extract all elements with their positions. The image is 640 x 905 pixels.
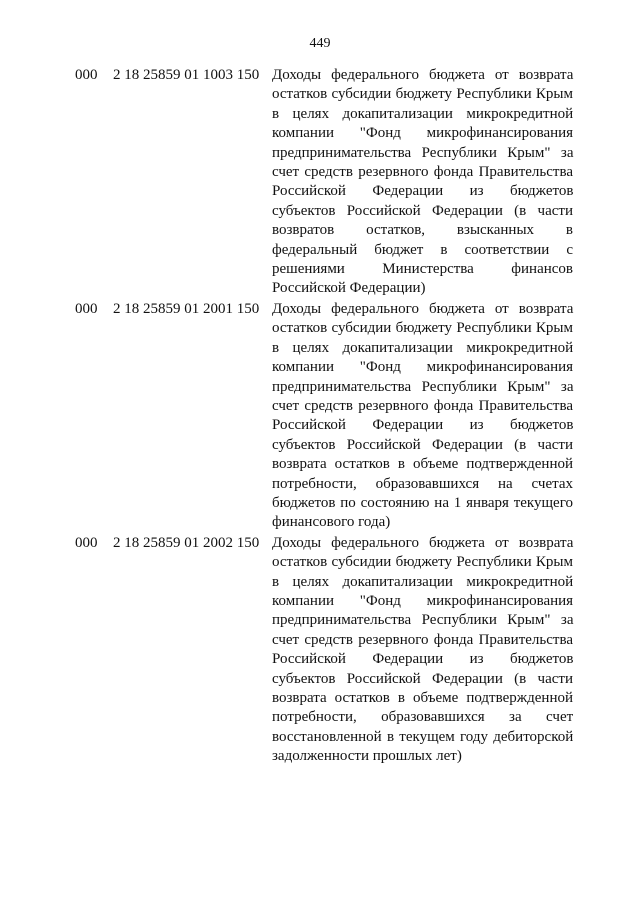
income-description xyxy=(272,66,573,299)
description-line: возврата остатков в объеме подтвержденной xyxy=(272,690,573,706)
description-line: возвратов остатков, взысканных в xyxy=(272,222,573,239)
description-line: задолженности прошлых лет) xyxy=(272,748,462,765)
admin-code: 000 xyxy=(75,300,98,317)
income-description xyxy=(272,534,573,767)
description-line: Российской Федерации из бюджетов xyxy=(272,651,574,668)
kbk-code: 2 18 25859 01 2001 150 xyxy=(113,300,260,317)
description-line: потребности, образовавшихся за счет xyxy=(272,709,574,726)
kbk-code: 2 18 25859 01 2002 150 xyxy=(113,534,260,551)
description-line: решениями Министерства финансов xyxy=(272,261,573,278)
description-line: в целях докапитализации микрокредитной xyxy=(272,573,574,590)
description-line: субъектов Российской Федерации (в части xyxy=(272,202,573,219)
description-line: остатков субсидии бюджету Республики Крым xyxy=(272,554,573,571)
description-line: Российской Федерации из бюджетов xyxy=(272,417,574,434)
description-line: субъектов Российской Федерации (в части xyxy=(272,436,573,453)
description-line: финансового года) xyxy=(272,514,391,531)
description-line: Российской Федерации) xyxy=(272,280,426,297)
description-line: в целях докапитализации микрокредитной xyxy=(272,105,574,122)
description-line: остатков субсидии бюджету Республики Крым xyxy=(272,320,573,337)
page-number: 449 xyxy=(309,36,331,51)
admin-code: 000 xyxy=(75,67,98,83)
description-line: счет средств резервного фонда Правительства xyxy=(272,164,573,181)
budget-code-table xyxy=(0,66,640,768)
description-line: счет средств резервного фонда Правительства xyxy=(272,397,573,414)
description-line: предпринимательства Республики Крым" за xyxy=(272,144,574,161)
description-line: остатков субсидии бюджету Республики Крым xyxy=(272,86,573,103)
description-line: бюджетов по состоянию на 1 января текущего xyxy=(272,494,573,511)
description-line: возврата остатков в объеме подтвержденной xyxy=(272,456,573,473)
description-line: потребности, образовавшихся на счетах xyxy=(272,475,573,492)
kbk-code: 2 18 25859 01 1003 150 xyxy=(113,67,260,83)
table-row xyxy=(0,300,640,533)
description-line: счет средств резервного фонда Правительства xyxy=(272,631,573,648)
description-line: компании "Фонд микрофинансирования xyxy=(272,359,574,376)
description-line: восстановленной в текущем году дебиторской xyxy=(272,728,574,745)
description-line: предпринимательства Республики Крым" за xyxy=(272,378,574,395)
description-line: федеральный бюджет в соответствии с xyxy=(272,241,573,258)
table-row xyxy=(0,534,640,767)
description-line: компании "Фонд микрофинансирования xyxy=(272,125,574,142)
admin-code: 000 xyxy=(75,534,98,551)
description-line: Доходы федерального бюджета от возврата xyxy=(272,67,574,83)
description-line: субъектов Российской Федерации (в части xyxy=(272,670,573,687)
description-line: в целях докапитализации микрокредитной xyxy=(272,339,574,356)
description-line: Российской Федерации из бюджетов xyxy=(272,183,574,200)
description-line: Доходы федерального бюджета от возврата xyxy=(272,300,574,317)
description-line: Доходы федерального бюджета от возврата xyxy=(272,534,574,551)
table-row xyxy=(0,66,640,299)
description-line: предпринимательства Республики Крым" за xyxy=(272,612,574,629)
description-line: компании "Фонд микрофинансирования xyxy=(272,592,574,609)
income-description xyxy=(272,300,573,533)
